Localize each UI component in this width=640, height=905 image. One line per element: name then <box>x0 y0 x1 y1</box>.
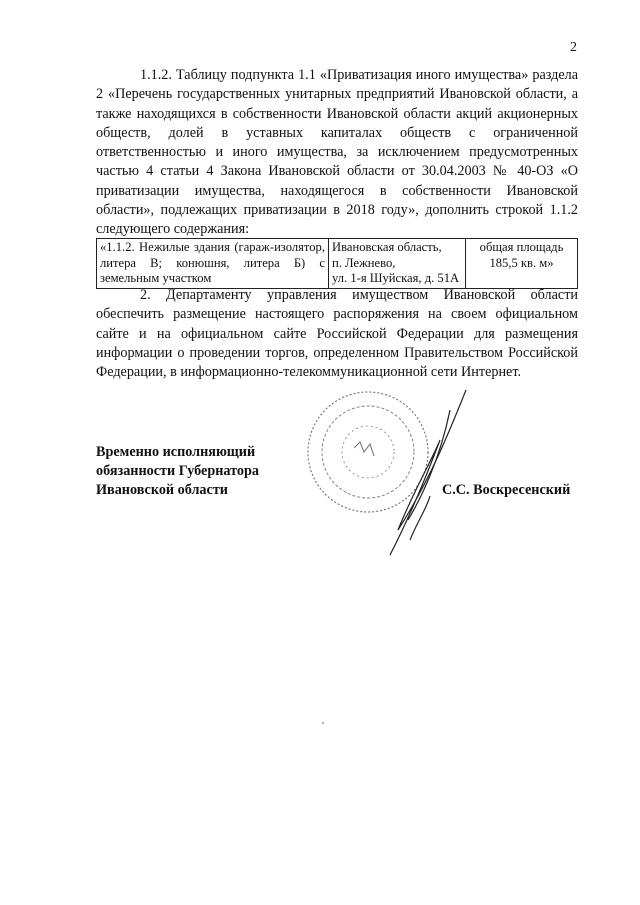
signatory-position <box>96 443 259 500</box>
address-cell <box>329 239 466 289</box>
inserted-row-table <box>96 238 578 289</box>
signature-stroke <box>390 390 466 555</box>
paragraph-2-text: 2. Департаменту управления имуществом Ивановской области обеспечить размещение настоящего распоряжения на своем официальном сайте и на официальном сайте Российской Федерации для размещения информации о проведении торгов, определенном Правительством Российской Федерации, в информационно-телекоммуникационной сети Интернет. <box>96 287 578 381</box>
position-line: Ивановской области <box>96 482 228 498</box>
area-label: общая площадь <box>479 240 564 254</box>
table-row <box>97 239 578 289</box>
paragraph-1-1-2 <box>96 66 578 240</box>
official-seal-icon <box>290 370 470 560</box>
address-line: п. Лежнево, <box>332 255 396 270</box>
signatory-name: С.С. Воскресенский <box>442 482 571 498</box>
property-name-cell: «1.1.2. Нежилые здания (гараж-изолятор, литера В; конюшня, литера Б) с земельным участком <box>97 239 329 289</box>
area-value: 185,5 кв. м» <box>489 255 554 270</box>
page-number: 2 <box>570 40 577 55</box>
position-line: обязанности Губернатора <box>96 463 259 479</box>
scan-speck <box>322 722 324 724</box>
address-line: ул. 1-я Шуйская, д. 51А <box>332 271 460 286</box>
position-line: Временно исполняющий <box>96 444 256 460</box>
area-cell <box>466 239 578 289</box>
paragraph-1-1-2-text: 1.1.2. Таблицу подпункта 1.1 «Приватизация иного имущества» раздела 2 «Перечень государственных унитарных предприятий Ивановской области, а также находящихся в собственности Ивановской области акций акционерных обществ, долей в уставных капиталах обществ с ограниченной ответственностью и иного имущества, за исключением предусмотренных частью 4 статьи 4 Закона Ивановской области от 30.04.2003 № 40-ОЗ «О приватизации имущества, находящегося в собственности Ивановской области», подлежащих приватизации в 2018 году», дополнить строкой 1.1.2 следующего содержания: <box>96 67 578 238</box>
address-line: Ивановская область, <box>332 240 442 254</box>
paragraph-2 <box>96 286 578 382</box>
